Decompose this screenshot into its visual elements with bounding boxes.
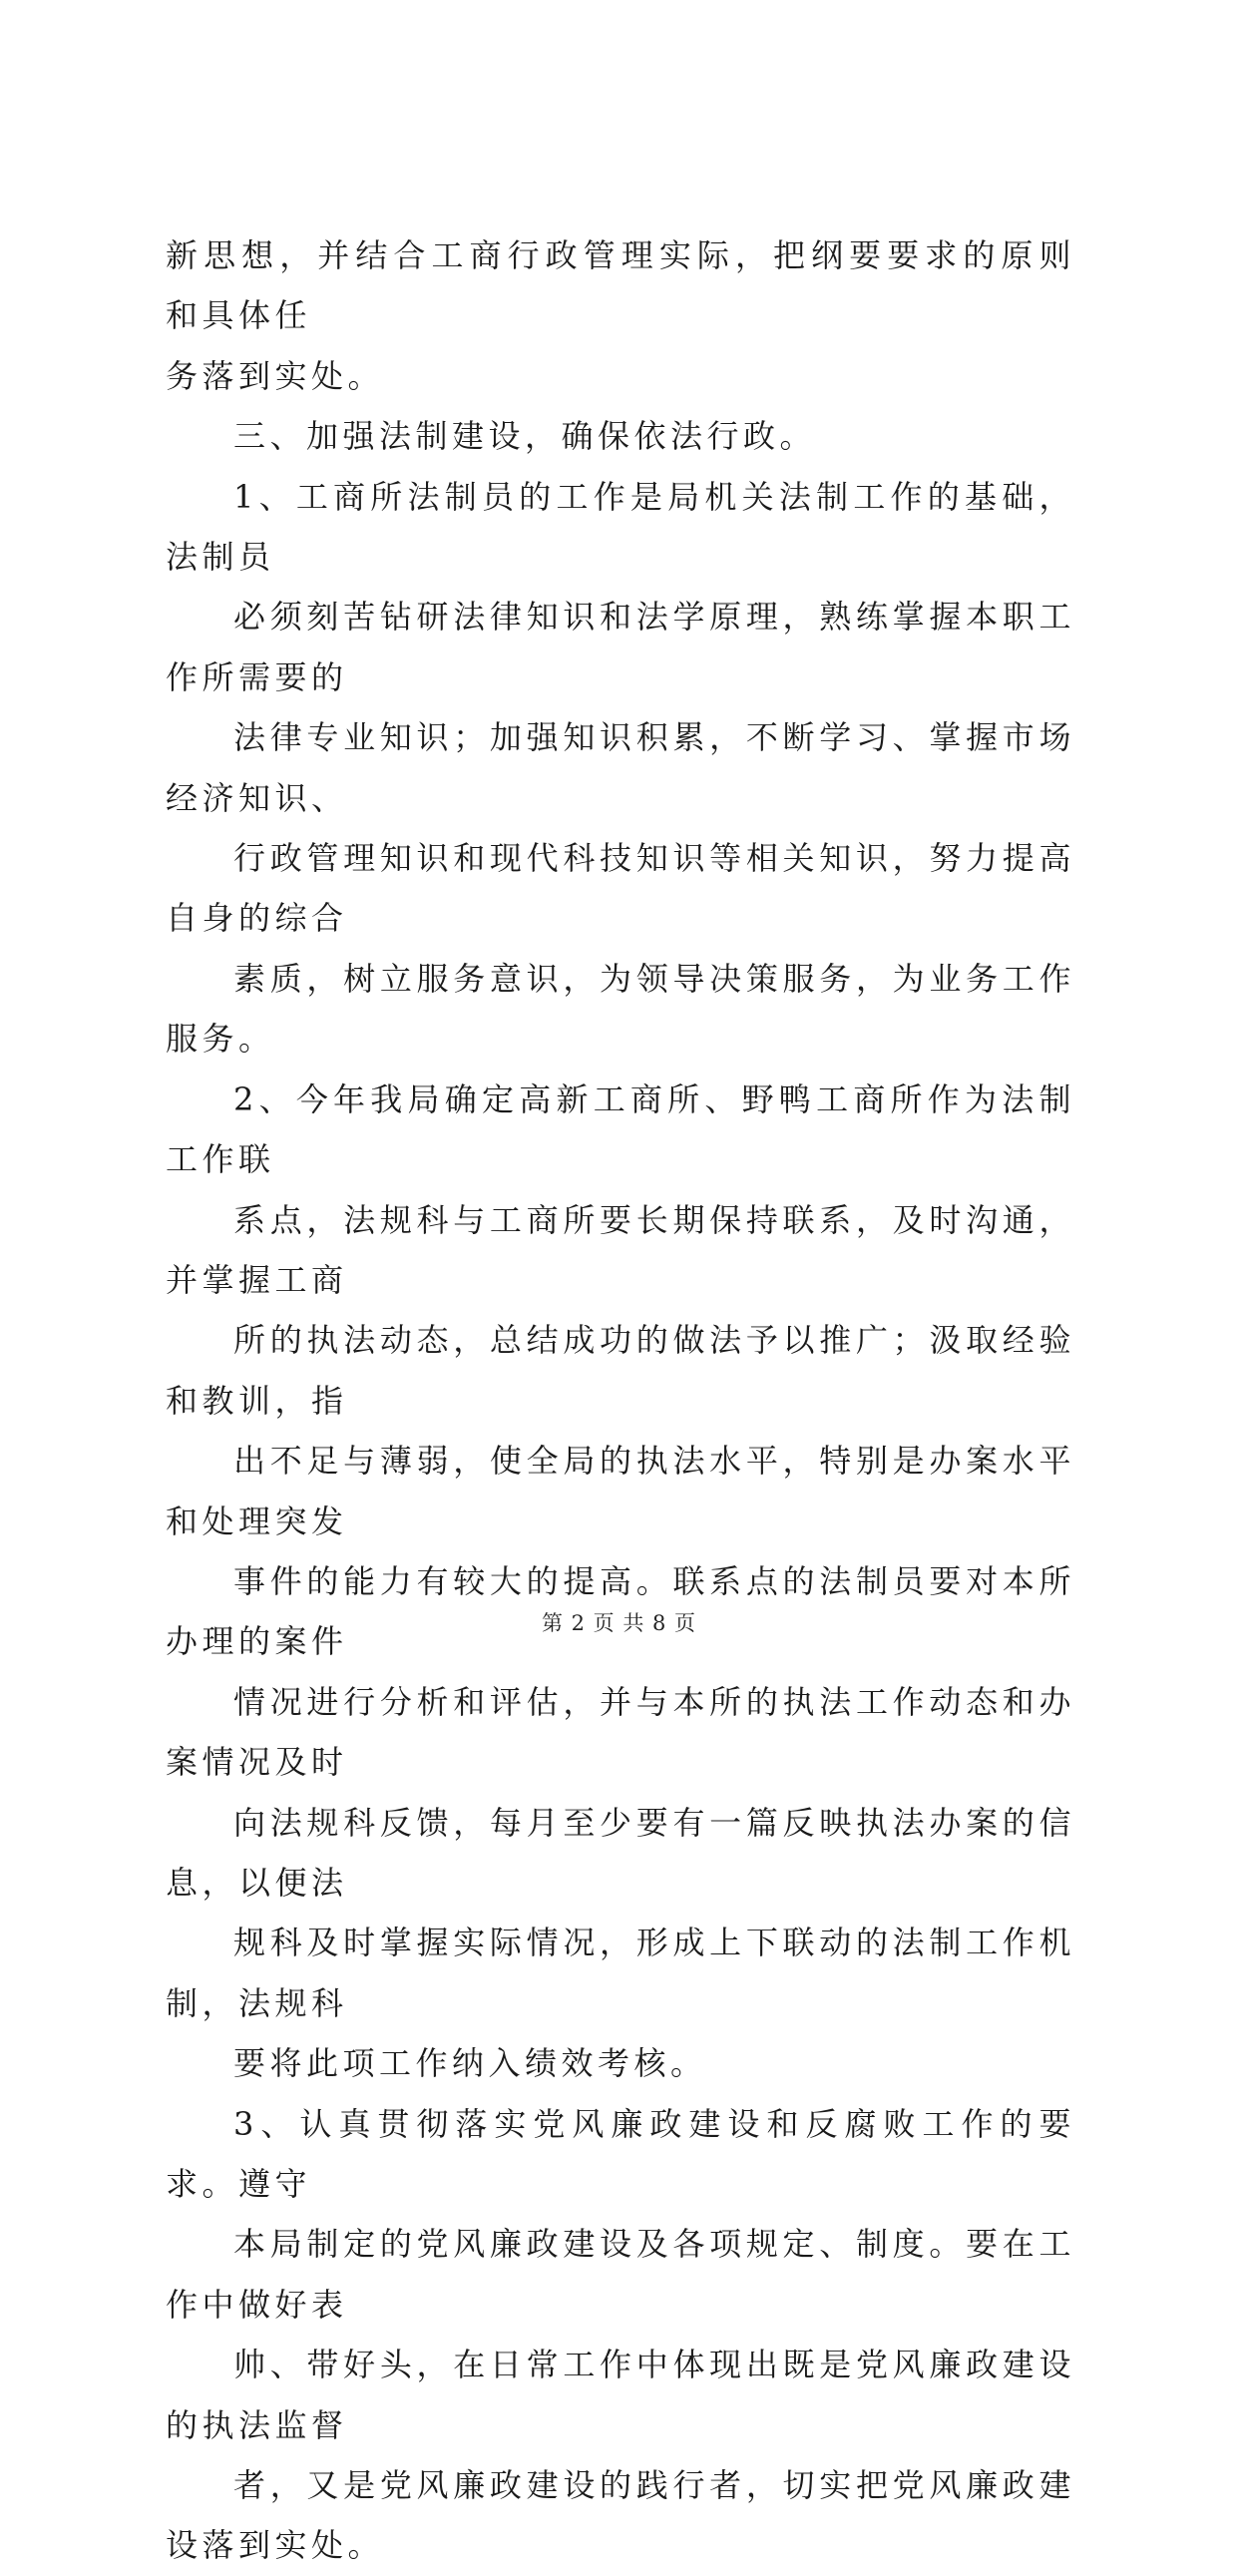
paragraph-item-3	[166, 2094, 1075, 2576]
page-number-footer	[0, 1607, 1238, 1637]
text-line: 规科及时掌握实际情况，形成上下联动的法制工作机制，法规科	[166, 1924, 1075, 2022]
paragraph-item-2	[166, 1070, 1075, 2094]
section-heading	[166, 406, 1075, 466]
text-line: 1、工商所法制员的工作是局机关法制工作的基础，法制员	[166, 477, 1075, 577]
text-line: 素质，树立服务意识，为领导决策服务，为业务工作服务。	[166, 959, 1075, 1059]
paragraph-item-1	[166, 467, 1075, 1070]
text-line: 本局制定的党风廉政建设及各项规定、制度。要在工作中做好表	[166, 2225, 1075, 2324]
text-line: 务落到实处。	[166, 356, 385, 395]
text-line: 新思想，并结合工商行政管理实际，把纲要要求的原则和具体任	[166, 236, 1075, 335]
text-line: 2、今年我局确定高新工商所、野鸭工商所作为法制工作联	[166, 1079, 1075, 1179]
text-line: 三、加强法制建设，确保依法行政。	[233, 417, 817, 456]
text-line: 要将此项工作纳入绩效考核。	[233, 2044, 707, 2083]
document-body	[166, 225, 1075, 2576]
text-line: 向法规科反馈，每月至少要有一篇反映执法办案的信息，以便法	[166, 1803, 1075, 1902]
text-line: 所的执法动态，总结成功的做法予以推广；汲取经验和教训，指	[166, 1321, 1075, 1420]
text-line: 出不足与薄弱，使全局的执法水平，特别是办案水平和处理突发	[166, 1442, 1075, 1540]
paragraph-1	[166, 225, 1075, 406]
text-line: 系点，法规科与工商所要长期保持联系，及时沟通，并掌握工商	[166, 1200, 1075, 1299]
text-line: 3、认真贯彻落实党风廉政建设和反腐败工作的要求。遵守	[166, 2104, 1075, 2203]
text-line: 必须刻苦钻研法律知识和法学原理，熟练掌握本职工作所需要的	[166, 598, 1075, 696]
text-line: 事件的能力有较大的提高。联系点的法制员要对本所办理的案件	[166, 1561, 1075, 1661]
text-line: 帅、带好头，在日常工作中体现出既是党风廉政建设的执法监督	[166, 2346, 1075, 2444]
text-line: 者，又是党风廉政建设的践行者，切实把党风廉政建设落到实处。	[166, 2466, 1075, 2565]
text-line: 情况进行分析和评估，并与本所的执法工作动态和办案情况及时	[166, 1682, 1075, 1782]
text-line: 行政管理知识和现代科技知识等相关知识，努力提高自身的综合	[166, 839, 1075, 938]
page-number-label: 第 2 页 共 8 页	[541, 1611, 697, 1635]
text-line: 法律专业知识；加强知识积累，不断学习、掌握市场经济知识、	[166, 718, 1075, 817]
